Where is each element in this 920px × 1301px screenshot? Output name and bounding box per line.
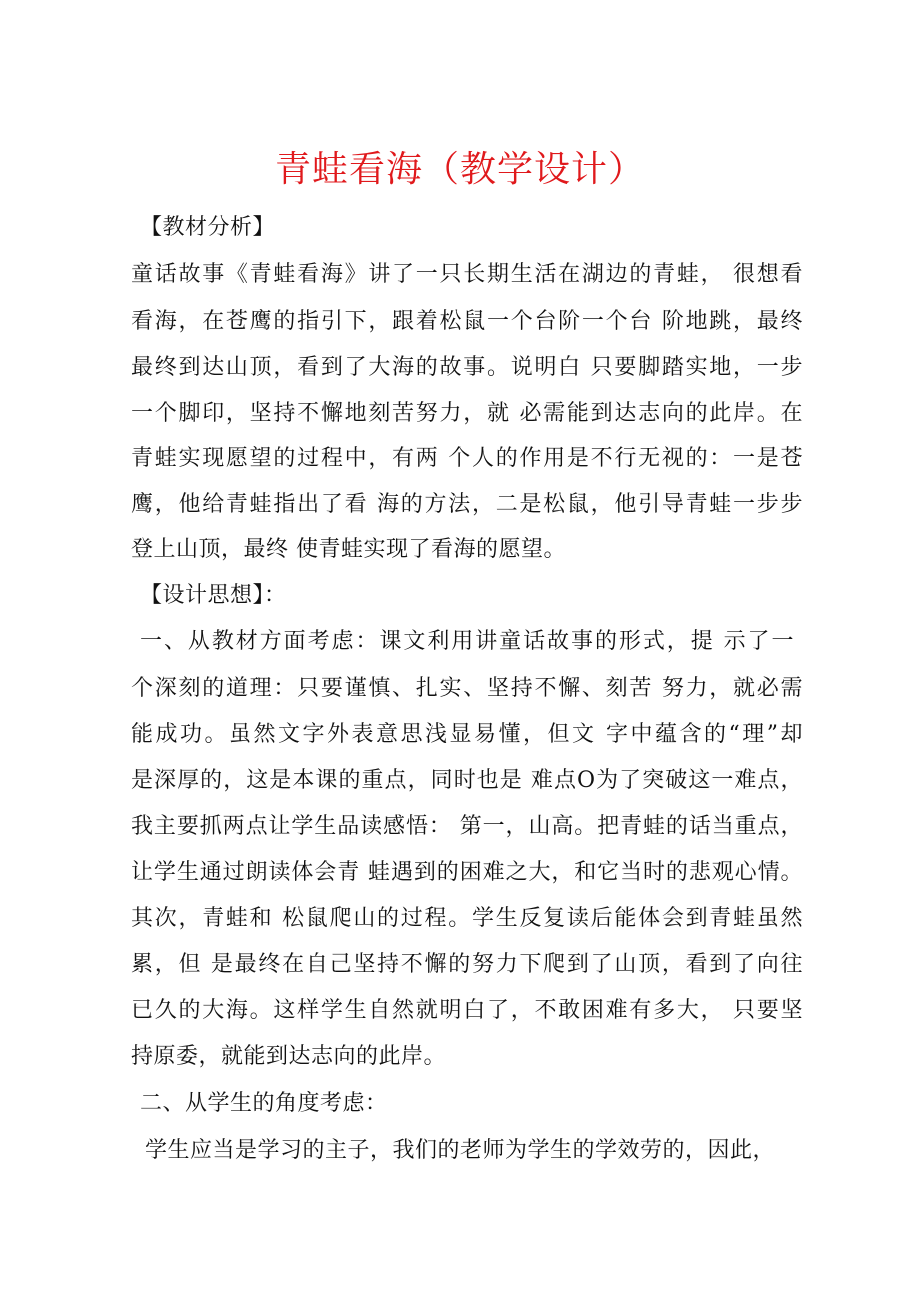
paragraph-line: 学生应当是学习的主子，我们的老师为学生的学效劳的，因此， [145,1138,776,1163]
paragraph-line: 青蛙实现愿望的过程中，有两 个人的作用是不行无视的：一是苍 [131,446,803,471]
paragraph-line: 童话故事《青蛙看海》讲了一只长期生活在湖边的青蛙， 很想看 [131,262,803,287]
paragraph-line: 让学生通过朗读体会青 蛙遇到的困难之大，和它当时的悲观心情。 [131,860,803,885]
section-heading-textbook-analysis: 【教材分析】 [140,215,276,240]
paragraph-line: 看海，在苍鹰的指引下，跟着松鼠一个台阶一个台 阶地跳，最终 [131,309,803,334]
paragraph-line: 登上山顶，最终 使青蛙实现了看海的愿望。 [131,537,566,562]
paragraph-line: 最终到达山顶，看到了大海的故事。说明白 只要脚踏实地，一步 [131,355,803,380]
paragraph-line: 累，但 是最终在自己坚持不懈的努力下爬到了山顶，看到了向往 [131,952,803,977]
section-heading-design-thinking: 【设计思想】： [140,583,287,608]
section-heading-student-perspective: 二、从学生的角度考虑： [140,1091,388,1116]
paragraph-line: 个深刻的道理：只要谨慎、扎实、坚持不懈、刻苦 努力，就必需 [131,676,803,701]
paragraph-line: 持原委，就能到达志向的此岸。 [131,1044,447,1069]
page-title: 青蛙看海（教学设计） [274,149,645,190]
paragraph-line: 能成功。虽然文字外表意思浅显易懂，但文 字中蕴含的“理”却 [131,722,803,747]
paragraph-line: 是深厚的，这是本课的重点，同时也是 难点O为了突破这一难点， [131,768,803,793]
paragraph-line: 我主要抓两点让学生品读感悟： 第一，山高。把青蛙的话当重点， [131,814,803,839]
paragraph-line: 鹰，他给青蛙指出了看 海的方法，二是松鼠，他引导青蛙一步步 [131,492,803,517]
paragraph-line: 已久的大海。这样学生自然就明白了，不敢困难有多大， 只要坚 [131,998,803,1023]
paragraph-line: 一、从教材方面考虑：课文利用讲童话故事的形式，提 示了一 [140,629,794,654]
paragraph-line: 一个脚印，坚持不懈地刻苦努力，就 必需能到达志向的此岸。在 [131,401,803,426]
paragraph-line: 其次，青蛙和 松鼠爬山的过程。学生反复读后能体会到青蛙虽然 [131,906,803,931]
